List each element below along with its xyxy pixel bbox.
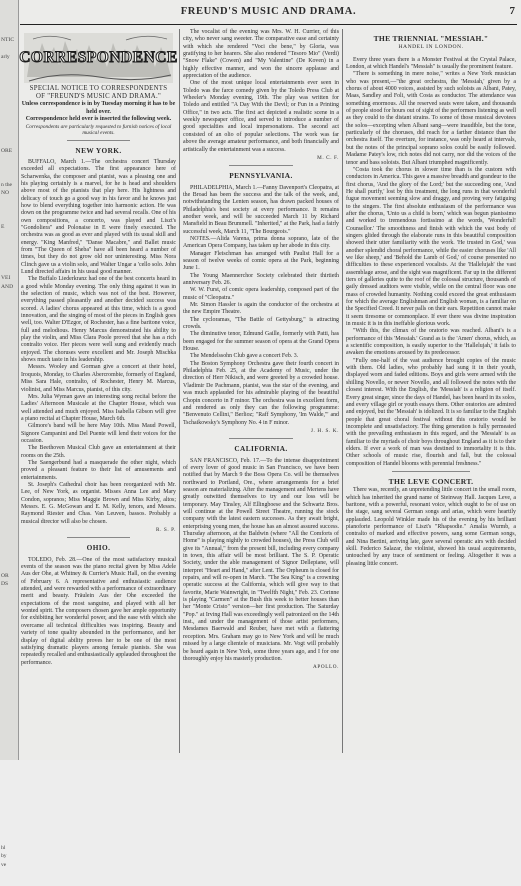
article-paragraph: Mr. Simon Hassler is again the conductor of the orchestra at the new Empire Theatre.	[183, 302, 339, 317]
binding-strip	[0, 0, 19, 760]
spine-text-fragment	[1, 113, 17, 122]
spine-text-fragment	[1, 342, 17, 351]
leve-concert-article	[346, 487, 516, 568]
spine-text-fragment	[1, 215, 17, 224]
page-header	[20, 4, 517, 25]
article-signature: M. C. F.	[183, 155, 339, 162]
article-paragraph: The cycloramas, "The Battle of Gettysburg," is attracting crowds.	[183, 317, 339, 332]
spine-text-fragment	[1, 623, 17, 632]
article-paragraph: SAN FRANCISCO, Feb. 17.—To the intense disappointment of every lover of good music in San Francisco, we have been notified that by March 9 the Boss Opera Co. will be themselves northward to Portland, Ore., where arrangements for a brief season are materializing. After the management and Mertens have greatly outwitted themselves to try and our loss will be temporary. May Tinsley, Alf Ellingboese and the Schwartz Bros. will continue at the Powell Street Theatre, running the stock company with the latest eastern successes. As they await bright, enterprising young men, the house has an almost assured success. Thursday afternoon, at the Baldwin (where "All the Comforts of Home" is playing nightly to crowded houses), the Press Club will give its "Annual," from the present bill, including every company in town, this affair will be most brilliant. The S. P. Operatic Society, under the able management of Signor Dellepiane, will interpret "Heart and Hand," after Lent. The Orpheum is closed for repairs, and will re-open in March. "The Sea King" is a crowning operatic success at the California, which will give way to that favorite, Marie Wainwright, in "Twelfth Night," Feb. 23. Corinne is playing "Carmen" at the Bush this week to better houses than her "Monte Cristo" version—her first production. The Saturday "Pop." at Irving Hall was exceedingly well patronized on the 14th inst., and under the management of those artist performers, Mesdames Baerwald and Reuber, have met with a flattering reception. Mrs. Graham may go to New York and will be much missed by a large clientele of musicians. Mr. Vogt will probably be heard again in New York, some three years ago, and I for one thoroughly enjoy his masterly production.	[183, 458, 339, 664]
spine-text-fragment	[1, 325, 17, 334]
section-heading-california: CALIFORNIA.	[183, 445, 339, 452]
spine-text-fragment	[1, 130, 17, 139]
spine-text-fragment	[1, 801, 17, 810]
spine-text-fragment: NO	[1, 189, 17, 198]
spine-text-fragment	[1, 402, 17, 411]
correspondence-banner	[21, 31, 176, 85]
notice-request: Correspondents are particularly requested to furnish notices of local musical events.	[21, 124, 176, 137]
spine-text-fragment	[1, 249, 17, 258]
article-paragraph: St. Joseph's Cathedral choir has been reorganized with Mr. Lee, of New York, as organist. Misses Anna Lee and Mary Condon, sopranos; Miss Maggie Brown and Miss Kirby, altos; Messrs. E. G. McGowan and E. M. Kelly, tenors, and Messrs. Raymond Riester and Chas. Van Leuven, bassos. Probably a musical director will also be chosen.	[21, 482, 176, 526]
spine-text-fragment	[1, 733, 17, 742]
spine-text-fragment	[1, 606, 17, 615]
article-paragraph: Messrs. Wooley and Gorman give a concert at their hotel, Iroquois, Monday, to Charles Abercrombie, formerly of England, Miss Sara Hale, contralto, of Rochester, Henry M. Marcus, violinist, and Miss Marcus, pianist, of this city.	[21, 364, 176, 393]
spine-text-fragment	[1, 818, 17, 827]
spine-text-fragment	[1, 546, 17, 555]
section-divider	[229, 165, 293, 166]
spine-text-fragment	[1, 674, 17, 683]
spine-text-fragment	[1, 767, 17, 776]
ohio-article-continued	[183, 29, 339, 154]
spine-text-fragment	[1, 376, 17, 385]
article-paragraph: The Saengerbund had a masquerade the other night, which proved a pleasant feature to their list of amusements and entertainments.	[21, 460, 176, 482]
article-paragraph: TOLEDO, Feb. 28.—One of the most satisfactory musical events of the season was the piano recital given by Miss Adele Aus der Ohe, at Whitney & Currier's Music Hall, on the evening of February 6. A representative and enthusiastic audience attended, and were rewarded with a performance of extraordinary merit and beauty. Fräulein Aus der Ohe exceeded the expectations of the most sanguine, and played with all her wonted spirit. The composers chosen gave her ample opportunity for exhibiting her wonderful power, and the ease with which she overcame all technical difficulties was inspiring. Beauty and variety of tone quality abounded in the performance, and her display of digital ability proves her to be one of the most satisfying dramatic players among female pianists. She was repeatedly recalled and enthusiastically applauded throughout the performance.	[21, 557, 176, 667]
article-heading-triennial-messiah: THE TRIENNIAL "MESSIAH."	[346, 35, 516, 42]
spine-text-fragment	[1, 538, 17, 547]
article-paragraph: W. W. Furst, of comic opera leadership, composed part of the music of "Cleopatra."	[183, 287, 339, 302]
spine-text-fragment: hl	[1, 844, 17, 853]
publication-title: FREUND'S MUSIC AND DRAMA.	[20, 6, 517, 17]
spine-text-fragment	[1, 62, 17, 71]
article-paragraph: "Costa took the chorus in slower time than is the custom with conductors in America. This gave a massive breadth and grandeur to the first chorus, 'And the glory of the Lord;' but the succeeding one, 'And He shall purify,' lost by this treatment, the long runs in that wonderful fugue movement seeming slow and draggy, and proving very fatiguing to the singers. The first absolute enthusiasm of the performance was after the chorus, 'Unto us a child is born,' which was begun pianissimo and worked to tremendous fortissimo at the words, 'Wonderful! Counsellor.' The smoothness and finish with which the vast body of singers glided through the elaborate runs in this beautiful composition showed their utter familiarity with the work. 'He trusted in God,' was another splendid choral performance, while the easier choruses like 'All we like sheep,' and 'Behold the Lamb of God,' of course presented no difficulties to these experienced vocalists. At the 'Hallelujah' the vast assemblage arose, and the sight was magnificent. Far up in the different tiers of galleries quite to the roof of the colossal structure, thousands of gaily dressed auditors were visible, while on the central floor was one mass of crowded humanity. Nothing could exceed the great enthusiasm for which the average Englishman and English woman, is a familiar on the Specified Creed. It never palls on their ears. Repetition cannot make it seem tiresome or commonplace. If ever there was divine inspiration in music it is in this ineffable glorious work.	[346, 167, 516, 329]
spine-text-fragment	[1, 240, 17, 249]
column-3	[346, 29, 516, 755]
article-paragraph: The Mendelssohn Club gave a concert Feb. 3.	[183, 353, 339, 360]
banner-lettering: CORRESPONDENCE	[19, 49, 178, 66]
spine-text-fragment	[1, 529, 17, 538]
spine-text-fragment	[1, 699, 17, 708]
article-paragraph: Every three years there is a Monster Festival at the Crystal Palace, London, at which Handel's "Messiah" is usually the prominent feature.	[346, 57, 516, 72]
spine-text-fragment	[1, 563, 17, 572]
article-paragraph: The Boston Symphony Orchestra gave their fourth concert in Philadelphia Feb. 25, at the Academy of Music, under the direction of Herr Nikisch, and were greeted by a crowded house. Vladimir De Pachmann, pianist, was the star of the evening, and was much applauded for his admirable playing of the beautiful Chopin concerto in F minor. The orchestra was in excellent form, and rendered as only they can the following programme: "Benvenuto Cellini," Berlioz; "Raff Symphony, 'Im Walde,'" and Tschaikowsky's Symphony No. 4 in F minor.	[183, 361, 339, 427]
spine-text-fragment	[1, 597, 17, 606]
spine-text-fragment	[1, 521, 17, 530]
spine-text-fragment	[1, 96, 17, 105]
new-york-article	[21, 159, 176, 526]
spine-text-fragment	[1, 512, 17, 521]
article-paragraph: "There is something in mere noise," writes a New York musician who was present,—"the great orchestra, the 'Messiah,' given by a chorus of about 4000 voices, assisted by such soloists as Albani, Patey, Maas, Sandley and Foli, with Costa as conductor. The attendance was something enormous. All the reserved seats were taken, and thousands of people stood for hours out of sight of the performers listening as well as they could to the distant strains. To some of those musical devotees the solos—excepting when Albani sang—were inaudible, but the tone, particularly of the choruses, did reach for a farther distance than the orchestra itself. The overture, for instance, was only heard at intervals, but the notes of the principal soprano solos could be easily followed. Madame Patey's low, rich notes did not carry, nor did the voices of the tenor and bass soloists. But Albani triumphed magnificently.	[346, 71, 516, 166]
article-paragraph: The Young Maennerchor Society celebrated their thirtieth anniversary Feb. 26.	[183, 273, 339, 288]
article-paragraph: "Fully one-half of the vast audience brought copies of the music with them. Old ladies, who probably had sung it in their youth, displayed worn and faded editions. Boys and girls were armed with the shilling Novello, or newer Novello, and all followed the notes with the closest interest. With the English, the 'Messiah' is a religion of itself. Every great singer, since the days of Handel, has been heard in its solos, and every village girl or youth essays them. Other oratorios are admired and enjoyed, but the 'Messiah' is idolized. It is so familiar to the English people that great choral festival without this oratorio would be incomplete and unsatisfactory. The thing generation is fully permeated with the prevailing enthusiasm in this regard, and the 'Messiah' is as familiar to the myriads of choir boys throughout England as it is to their elders. If ever a work of man was destined to immortality it is this. Other schools of music rise, flourish and fall, but the colossal composition of Handel blooms with perennial freshness."	[346, 358, 516, 468]
spine-text-fragment	[1, 155, 17, 164]
spine-text-fragment	[1, 453, 17, 462]
article-paragraph: Gilmore's band will be here May 10th. Miss Maud Powell, Signore Campanini and Del Puente will lend their voices for the occasion.	[21, 423, 176, 445]
spine-text-fragment	[1, 682, 17, 691]
spine-text-fragment	[1, 708, 17, 717]
spine-text-fragment	[1, 504, 17, 513]
spine-text-fragment	[1, 759, 17, 768]
spine-text-fragment	[1, 869, 17, 878]
california-article	[183, 458, 339, 664]
spine-text-fragment	[1, 308, 17, 317]
spine-text-fragment	[1, 776, 17, 785]
spine-text-fragment	[1, 665, 17, 674]
spine-text-fragment: DS	[1, 580, 17, 589]
spine-text-fragment	[1, 742, 17, 751]
spine-text-fragment	[1, 444, 17, 453]
spine-text-fragment	[1, 351, 17, 360]
spine-text-fragment	[1, 427, 17, 436]
spine-text-fragment	[1, 206, 17, 215]
article-paragraph: "With this, the climax of the oratorio was reached. Albani's is a performance of this 'Messiah.' Grand as is the 'Amen' chorus, which, as a scientific composition, is easily superior to the 'Hallelujah,' it fails to awaken the emotions aroused by its predecessor.	[346, 328, 516, 357]
article-paragraph: There was, recently, an unpretending little concert in the small room, which has inherited the grand name of Steinway Hall. Jacques Leve, a baritone, with a powerful, resonant voice, which ought to be of use on the stage, sang several German songs and arias, which were heartily applauded. Leopold Winkler made his of the evening by his brilliant pianoforte performance of Liszt's "Rhapsodie." Amalia Wurmb, a contralto of marked and effective powers, sang some German songs, and Nina Bertini, arriving late, gave several operatic airs with decided skill. Federico Salazar, the violinist, showed his usual acquirements, untouched by any trace of sentiment or feeling. Altogether it was a pleasing little concert.	[346, 487, 516, 568]
spine-text-fragment: arly	[1, 53, 17, 62]
spine-text-fragment	[1, 359, 17, 368]
section-divider	[67, 140, 130, 141]
spine-text-fragment	[1, 793, 17, 802]
article-signature: R. S. P.	[21, 527, 176, 534]
article-paragraph: The Beethoven Musical Club gave an entertainment at their rooms on the 25th.	[21, 445, 176, 460]
spine-text-fragment	[1, 461, 17, 470]
spine-text-fragment	[1, 368, 17, 377]
article-paragraph: Manager Fleischman has arranged with Paulist Hall for a season of twelve weeks of comic opera at the Park, beginning June 1.	[183, 251, 339, 273]
spine-text-fragment	[1, 470, 17, 479]
messiah-article	[346, 57, 516, 468]
section-heading-ohio: OHIO.	[21, 544, 176, 551]
article-paragraph: Mrs. Julia Wyman gave an interesting song recital before the Ladies' Afternoon Musicale at the Chapter House, which was well attended and much enjoyed. Miss Isabella Gibson will give a piano recital at Chapter House, March 6th.	[21, 394, 176, 423]
spine-text-fragment	[1, 410, 17, 419]
spine-text-fragment	[1, 164, 17, 173]
spine-text-fragment	[1, 827, 17, 836]
article-paragraph: PHILADELPHIA, March 1.—Fanny Davenport's Cleopatra, at the Broad has been the success and the talk of the week, and, notwithstanding the Lenten season, has drawn packed houses of Philadelphia's best society at every performance. It remains another week, and will be succeeded March 11 by Richard Mansfield in Beau Brummell. "Inherited," at the Park, had a fairly successful week, March 11, "The Bourgeois."	[183, 185, 339, 236]
article-paragraph: BUFFALO, March 1.—The orchestra concert Thursday exceeded all expectations. The first appearance here of Scharwenka, the composer and pianist, was a pleasing one and his playing certainly is a marvel, for he is head and shoulders above most of the pianists that play here. His lightness and delicacy of touch go a good way in his favor and he knows just how to blend everything together into harmonic action. He was down on the programme twice and had several recalls. One of his own compositions, a concerto, was played and Liszt's "Gondoliera" and Polonaise in E were finely executed. The orchestra was as good as ever and played with its usual skill and energy. "King Manfred," "Danse Macabre," and Ballet music from "The Queen of Sheba" have all been heard a number of times, but they do not grow old nor uninteresting. Miss Nora Clinch gave us a violin solo, and Walter Ungar a 'cello solo. John Lund directed affairs in his usual good manner.	[21, 159, 176, 277]
spine-text-fragment	[1, 648, 17, 657]
spine-text-fragment	[1, 172, 17, 181]
spine-text-fragment: ORE	[1, 147, 17, 156]
spine-text-fragment	[1, 555, 17, 564]
spine-text-fragment	[1, 784, 17, 793]
article-paragraph: NOTES.—Alida Varena, prima donna soprano, late of the American Opera Company, has taken up her abode in this city.	[183, 236, 339, 251]
spine-text-fragment	[1, 495, 17, 504]
section-divider	[67, 537, 130, 538]
spine-text-fragment	[1, 878, 17, 886]
article-paragraph: The diminutive tenor, Edmund Gaille, formerly with Patti, has been engaged for the summer season of opera at the Grand Opera House.	[183, 331, 339, 353]
spine-text-fragment	[1, 138, 17, 147]
spine-text-fragment	[1, 640, 17, 649]
spine-text-fragment: OR	[1, 572, 17, 581]
spine-text-fragment	[1, 87, 17, 96]
notice-deadline-rule: Unless correspondence is in by Tuesday morning it has to be held over.	[21, 101, 176, 116]
spine-text-fragment	[1, 810, 17, 819]
spine-text-fragment	[1, 257, 17, 266]
spine-text-fragment: AND	[1, 283, 17, 292]
section-heading-new-york: NEW YORK.	[21, 147, 176, 154]
spine-text-fragment	[1, 691, 17, 700]
page-number: 7	[510, 5, 516, 17]
adjacent-page-edge-text	[1, 36, 17, 886]
article-signature: APOLLO.	[183, 664, 339, 671]
article-signature: J. H. S. K.	[183, 428, 339, 435]
spine-text-fragment	[1, 393, 17, 402]
section-divider	[392, 471, 470, 472]
spine-text-fragment	[1, 45, 17, 54]
spine-text-fragment	[1, 300, 17, 309]
spine-text-fragment: by	[1, 852, 17, 861]
spine-text-fragment	[1, 835, 17, 844]
spine-text-fragment: NTIC	[1, 36, 17, 45]
article-paragraph: The vocalist of the evening was Mrs. W. H. Currier, of this city, who never sang sweeter. The comparative ease and certainty with which she rendered "Voci che bene," by Gloria, was gratifying to her hearers. She also rendered "Tesoro Mio" (Verdi) "Snow Flake" (Cowen) and "My Valentine" (De Koven) in a highly effective manner, and won the sincere applause and appreciation of the audience.	[183, 29, 339, 80]
section-divider	[229, 438, 293, 439]
spine-text-fragment	[1, 79, 17, 88]
spine-text-fragment: E	[1, 223, 17, 232]
spine-text-fragment: ve	[1, 861, 17, 870]
spine-text-fragment	[1, 232, 17, 241]
spine-text-fragment: VEI	[1, 274, 17, 283]
spine-text-fragment	[1, 266, 17, 275]
column-rule	[342, 29, 343, 753]
spine-text-fragment	[1, 487, 17, 496]
spine-text-fragment	[1, 589, 17, 598]
column-rule	[179, 29, 180, 753]
spine-text-fragment	[1, 419, 17, 428]
pennsylvania-article	[183, 185, 339, 427]
correspondents-notice	[21, 85, 176, 137]
spine-text-fragment	[1, 198, 17, 207]
spine-text-fragment	[1, 385, 17, 394]
column-1	[21, 29, 176, 755]
notice-holdover-rule: Correspondence held over is inserted the following week.	[21, 116, 176, 124]
article-subheading: HANDEL IN LONDON.	[346, 44, 516, 51]
spine-text-fragment	[1, 478, 17, 487]
article-paragraph: The Buffalo Liederkranz had one of the best concerts heard in a good while Monday evening. The only thing against it was in the selection of music, which was not of the best. However, everything passed pleasantly and another decided success was scored. A ladies' chorus appeared at this time, which is a good innovation, and the singing of most of the pieces in English goes well, too. Walter D'Ezgor, of Rochester, has a fine baritone voice, full and melodious. Henry Marcus demonstrated his ability to play the violin, and Miss Clara Poole proved that she has a rich contralto voice. Her pieces were well sung and evidently much enjoyed. The choruses were excellent and Mr. Joseph Mischka shows much taste in his leadership.	[21, 276, 176, 364]
ohio-article	[21, 557, 176, 667]
article-paragraph: One of the most unique local entertainments ever seen in Toledo was the farce comedy given by the Toledo Press Club at Wheeler's Monday evening, 19th. The play was written for Toledo and entitled "A Day With the Devil; or Fun in a Printing Office," in two acts. The first act depicted a realistic scene in a weekly newspaper office, and served to introduce a number of good specialties and local impersonations. The second act consisted of an olio of popular selections. The work was far above the average amateur performance, and both financially and artistically the entertainment was a success.	[183, 80, 339, 153]
spine-text-fragment	[1, 436, 17, 445]
spine-text-fragment: n the	[1, 181, 17, 190]
spine-text-fragment	[1, 614, 17, 623]
spine-text-fragment	[1, 291, 17, 300]
spine-text-fragment	[1, 657, 17, 666]
spine-text-fragment	[1, 725, 17, 734]
article-heading-leve-concert: THE LEVE CONCERT.	[346, 478, 516, 485]
spine-text-fragment	[1, 317, 17, 326]
spine-text-fragment	[1, 104, 17, 113]
notice-subtitle: OF "FREUND'S MUSIC AND DRAMA."	[21, 93, 176, 101]
spine-text-fragment	[1, 716, 17, 725]
spine-text-fragment	[1, 70, 17, 79]
spine-text-fragment	[1, 121, 17, 130]
correspondence-masthead-graphic	[21, 31, 176, 85]
column-2	[183, 29, 339, 755]
section-heading-pennsylvania: PENNSYLVANIA.	[183, 172, 339, 179]
spine-text-fragment	[1, 631, 17, 640]
notice-title: SPECIAL NOTICE TO CORRESPONDENTS	[21, 85, 176, 93]
spine-text-fragment	[1, 334, 17, 343]
spine-text-fragment	[1, 750, 17, 759]
